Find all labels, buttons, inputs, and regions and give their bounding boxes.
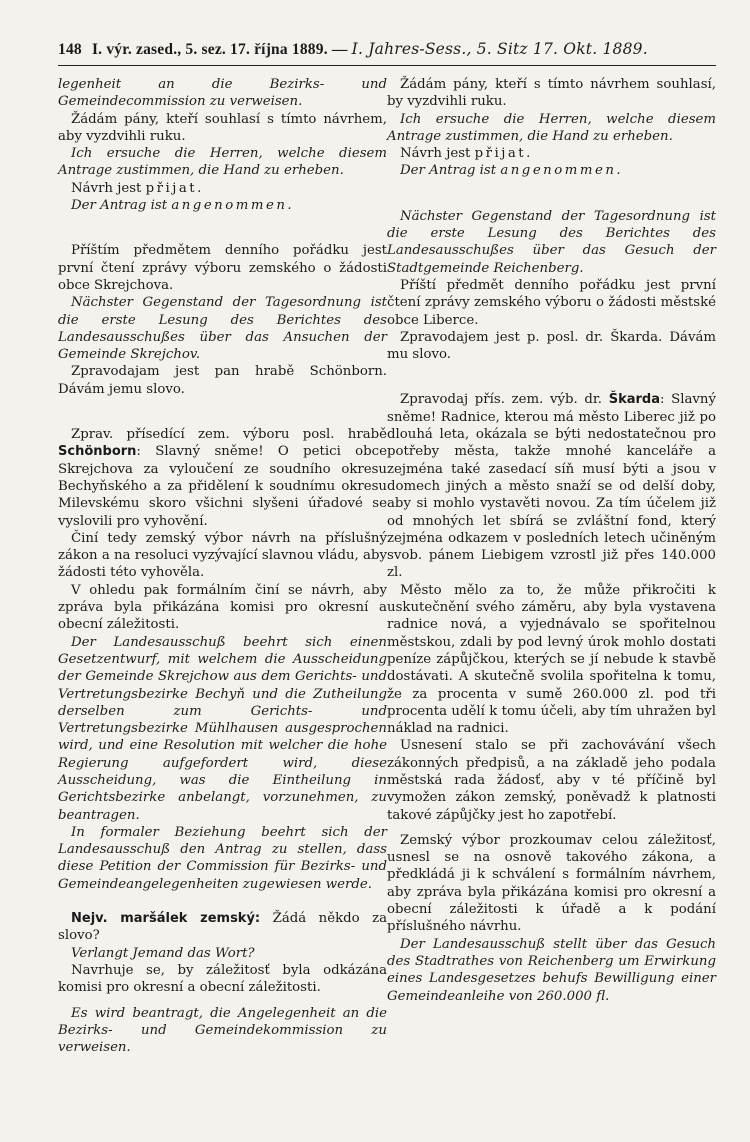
spaced-word: přijat. <box>474 146 533 162</box>
paragraph: Příštím předmětem denního pořádku jest první čtení zprávy výboru zemského o žádosti obce Skrejchova. <box>58 243 387 293</box>
header-german: I. Jahres-Sess., 5. Sitz 17. Okt. 1889. <box>351 40 648 58</box>
paragraph: In formaler Beziehung beehrt sich der Landesausschuß den Antrag zu stellen, dass diese Petition der Commission für Bezirks- und Gemeindeangelegenheiten zugewiesen werde. <box>58 824 387 892</box>
paragraph: Žádám pány, kteří s tímto návrhem souhlasí, by vyzdvihli ruku. <box>387 77 716 110</box>
paragraph: Nächster Gegenstand der Tagesordnung ist die erste Lesung des Berichtes des Landesausschußes über das Ansuchen der Gemeinde Skrejchov. <box>58 295 387 363</box>
left-column <box>58 76 387 1056</box>
right-column <box>387 76 716 1056</box>
speaker-name: Nejv. maršálek zemský: <box>71 911 261 927</box>
paragraph: Činí tedy zemský výbor návrh na příslušný zákon a na resoluci vyzývající slavnou vládu, aby žádosti této vyhověla. <box>58 530 387 581</box>
spaced-word: přijat. <box>145 180 204 196</box>
running-header <box>58 40 716 66</box>
header-czech: I. výr. zased., 5. sez. 17. října 1889. <box>91 41 328 58</box>
paragraph: Navrhuje se, by záležitosť byla odkázána komisi pro okresní a obecní záležitosti. <box>58 962 387 996</box>
paragraph: Der Antrag ist angenommen. <box>400 163 624 179</box>
paragraph: Město mělo za to, že může přikročiti k uskutečnění svého záměru, aby byla vystavena radnice nová, a vyjednávalo se spořitelnou městskou, zdali by pod levný úrok mohlo dostati peníze zápůjčkou, kterých se jí nebude k stavbě dostávati. A skutečně svolila spořitelna k tomu, že za procenta v sumě 260.000 zl. pod tři procenta udělí k tomu účeli, aby tím uhražen byl náklad na radnici. <box>387 582 716 737</box>
paragraph: Žádám pány, kteří souhlasí s tímto návrhem, aby vyzdvihli ruku. <box>58 111 387 144</box>
speech-paragraph: Nejv. maršálek zemský: Žádá někdo za slovo? <box>58 911 388 944</box>
paragraph: Zemský výbor prozkoumav celou záležitosť, usnesl se na osnově takového zákona, a předkládá ji k schválení s formálním návrhem, aby zpráva byla přikázána komisi pro okresní a obecní záležitosti k úřadě a k podání příslušného návrhu. <box>387 832 716 935</box>
paragraph: Návrh jest přijat. <box>400 146 533 162</box>
page-number: 148 <box>58 41 82 58</box>
speaker-name: Škarda <box>608 392 660 408</box>
paragraph: Nächster Gegenstand der Tagesordnung ist die erste Lesung des Berichtes des Landesausschußes über das Gesuch der Stadtgemeinde Reichenberg. <box>387 208 716 276</box>
speaker-name: Schönborn <box>58 444 137 460</box>
speech-paragraph: Zprav. přísedící zem. výboru posl. hrabě Schönborn: Slavný sněme! O petici obce Skrejchova za vyloučení ze soudního okresu Bechyňského a za přidělení k soudnímu okresu Milevskému skoro všichni slyšeni úřadové se vyslovili pro vyhovění. <box>58 427 387 529</box>
paragraph: V ohledu pak formálním činí se návrh, aby zpráva byla přikázána komisi pro okresní a obecní záležitosti. <box>58 582 387 633</box>
spaced-word: angenommen. <box>171 198 295 214</box>
paragraph: Ich ersuche die Herren, welche diesem Antrage zustimmen, die Hand zu erheben. <box>58 146 387 179</box>
paragraph: Zpravodajam jest pan hrabě Schönborn. Dávám jemu slovo. <box>58 364 387 397</box>
paragraph: Es wird beantragt, die Angelegenheit an die Bezirks- und Gemeindekommission zu verweisen. <box>58 1005 387 1056</box>
paragraph: Zpravodajem jest p. posl. dr. Škarda. Dávám mu slovo. <box>387 329 716 363</box>
header-dash: — <box>331 41 348 58</box>
paragraph: Usnesení stalo se při zachovávání všech zákonných předpisů, a na základě jeho podala městská rada žádosť, aby v té příčině byl vymožen zákon zemský, poněvadž k platnosti takové zápůjčky jest ho zapotřebí. <box>387 738 716 823</box>
paragraph: Der Landesausschuß beehrt sich einen Gesetzentwurf, mit welchem die Ausscheidung der Gemeinde Skrejchow aus dem Gerichts- und Vertretungsbezirke Bechyň und die Zutheilung derselben zum Gerichts- und Vertretungsbezirke Mühlhausen ausgesprochen wird, und eine Resolution mit welcher die hohe Regierung aufgefordert wird, diese Ausscheidung, was die Eintheilung in Gerichtsbezirke anbelangt, vorzunehmen, zu beantragen. <box>58 634 387 823</box>
paragraph: Der Landesausschuß stellt über das Gesuch des Stadtrathes von Reichenberg um Erwirkung eines Landesgesetzes behufs Bewilligung einer Gemeindeanleihe von 260.000 fl. <box>387 936 716 1004</box>
speech-paragraph: Zpravodaj přís. zem. výb. dr. Škarda: Slavný sněme! Radnice, kterou má město Liberec již po dlouhá leta, okázala se býti nedostatečnou pro potřeby města, takže mnohé kanceláře a zejména také zasedací síň musí býti a jsou v domech jiných a město snaží se od delší doby, aby si mohlo vystavěti novou. Za tím účelem již od mnohých let sbírá se zvláštní fond, který zejména odkazem v posledních letech učiněným svob. pánem Liebigem vzrostl již přes 140.000 zl. <box>387 392 716 581</box>
spaced-word: angenommen. <box>500 163 624 179</box>
paragraph: Příští předmět denního pořádku jest první čtení zprávy zemského výboru o žádosti městské obce Liberce. <box>387 277 716 328</box>
paragraph: Der Antrag ist angenommen. <box>71 198 295 214</box>
paragraph: Návrh jest přijat. <box>71 180 204 196</box>
paragraph: Verlangt Jemand das Wort? <box>71 945 255 961</box>
paragraph: legenheit an die Bezirks- und Gemeindecommission zu verweisen. <box>58 77 387 110</box>
paragraph: Ich ersuche die Herren, welche diesem Antrage zustimmen, die Hand zu erheben. <box>387 111 716 144</box>
two-column-body <box>58 76 716 1056</box>
